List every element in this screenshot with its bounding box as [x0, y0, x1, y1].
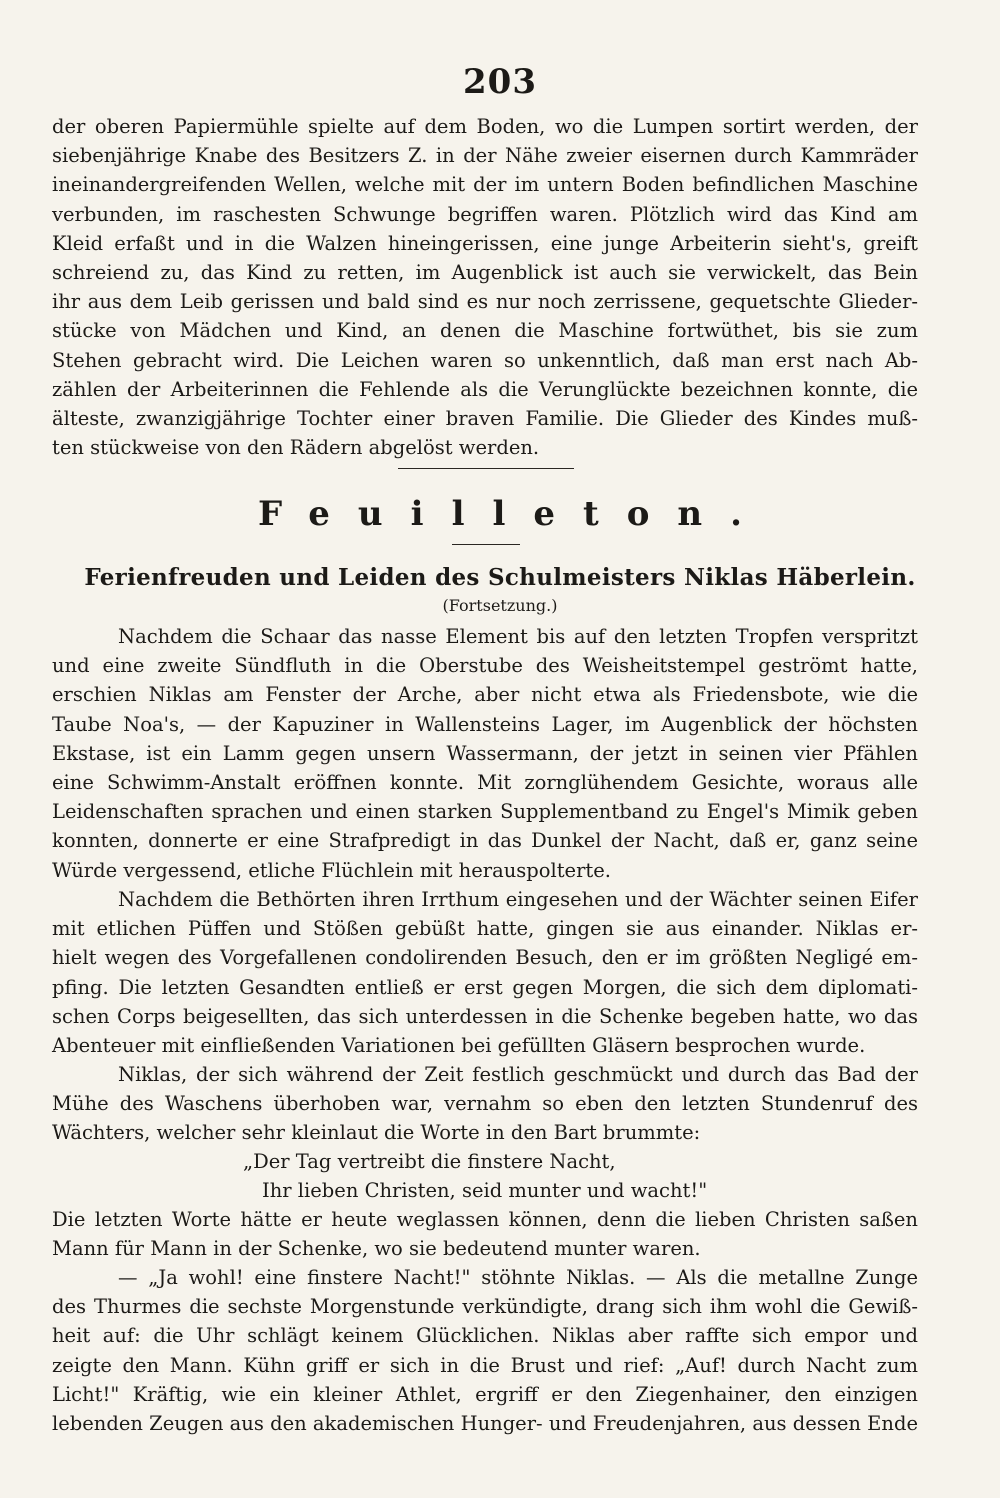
- article-paragraph: [52, 1205, 918, 1263]
- text-line: ihr aus dem Leib gerissen und bald sind es nur noch zerrissene, gequetschte Glieder-: [52, 290, 918, 314]
- text-line: hielt wegen des Vorgefallenen condolirenden Besuch, den er im größten Negligé em-: [52, 946, 918, 970]
- text-line: Leidenschaften sprachen und einen starken Supplementband zu Engel's Mimik geben: [52, 800, 918, 824]
- text-line: stücke von Mädchen und Kind, an denen die Maschine fortwüthet, bis sie zum: [52, 319, 918, 343]
- text-line: Wächters, welcher sehr kleinlaut die Worte in den Bart brummte:: [52, 1121, 701, 1145]
- text-line: Nachdem die Bethörten ihren Irrthum eingesehen und der Wächter seinen Eifer: [118, 888, 918, 911]
- page-number: 203: [463, 62, 537, 102]
- article-paragraph: [52, 1060, 918, 1148]
- text-line: konnten, donnerte er eine Strafpredigt in das Dunkel der Nacht, daß er, ganz seine: [52, 829, 918, 853]
- text-line: Würde vergessend, etliche Flüchlein mit herauspolterte.: [52, 858, 611, 882]
- text-line: Kleid erfaßt und in die Walzen hineingerissen, eine junge Arbeiterin sieht's, greift: [52, 231, 918, 255]
- text-line: Taube Noa's, — der Kapuziner in Wallensteins Lager, im Augenblick der höchsten: [52, 712, 918, 736]
- title-divider: [452, 544, 520, 545]
- text-line: eine Schwimm-Anstalt eröffnen konnte. Mit zornglühendem Gesichte, woraus alle: [52, 771, 918, 795]
- text-line: der oberen Papiermühle spielte auf dem Boden, wo die Lumpen sortirt werden, der: [52, 115, 918, 138]
- article-paragraph: [52, 1263, 918, 1438]
- text-line: Licht!" Kräftig, wie ein kleiner Athlet, ergriff er den Ziegenhainer, den einzigen: [52, 1382, 918, 1406]
- text-line: zeigte den Mann. Kühn griff er sich in die Brust und rief: „Auf! durch Nacht zum: [52, 1353, 918, 1377]
- text-line: Ekstase, ist ein Lamm gegen unsern Wassermann, der jetzt in seinen vier Pfählen: [52, 741, 918, 765]
- text-line: mit etlichen Püffen und Stößen gebüßt hatte, gingen sie aus einander. Niklas er-: [52, 917, 918, 941]
- text-line: und eine zweite Sündfluth in die Oberstube des Weisheitstempel geströmt hatte,: [52, 654, 918, 678]
- text-line: Abenteuer mit einfließenden Variationen bei gefüllten Gläsern besprochen wurde.: [52, 1034, 866, 1058]
- text-line: ineinandergreifenden Wellen, welche mit der im untern Boden befindlichen Maschine: [52, 173, 918, 197]
- text-line: schen Corps beigesellten, das sich unterdessen in die Schenke begeben hatte, wo das: [52, 1004, 918, 1028]
- text-line: — „Ja wohl! eine finstere Nacht!" stöhnte Niklas. — Als die metallne Zunge: [118, 1266, 918, 1289]
- section-divider: [398, 468, 574, 469]
- text-line: heit auf: die Uhr schlägt keinem Glücklichen. Niklas aber raffte sich empor und: [52, 1324, 918, 1348]
- report-paragraph: [52, 112, 918, 462]
- text-line: Nachdem die Schaar das nasse Element bis auf den letzten Tropfen verspritzt: [118, 625, 918, 648]
- text-line: lebenden Zeugen aus den akademischen Hunger- und Freudenjahren, aus dessen Ende: [52, 1412, 918, 1436]
- text-line: zählen der Arbeiterinnen die Fehlende als die Verunglückte bezeichnen konnte, die: [52, 377, 918, 401]
- text-line: Die letzten Worte hätte er heute weglassen können, denn die lieben Christen saßen: [52, 1208, 918, 1231]
- text-line: Stehen gebracht wird. Die Leichen waren so unkenntlich, daß man erst nach Ab-: [52, 348, 918, 372]
- article-paragraph: [52, 885, 918, 1060]
- text-line: pfing. Die letzten Gesandten entließ er erst gegen Morgen, die sich dem diplomati-: [52, 975, 918, 999]
- text-line: verbunden, im raschesten Schwunge begriffen waren. Plötzlich wird das Kind am: [52, 202, 918, 226]
- verse-line: „Der Tag vertreibt die finstere Nacht,: [243, 1150, 616, 1173]
- section-heading: Feuilleton.: [258, 494, 770, 534]
- text-line: des Thurmes die sechste Morgenstunde verkündigte, drang sich ihm wohl die Gewiß-: [52, 1295, 918, 1319]
- text-line: ten stückweise von den Rädern abgelöst werden.: [52, 436, 540, 460]
- text-line: Niklas, der sich während der Zeit festlich geschmückt und durch das Bad der: [118, 1063, 918, 1086]
- text-line: erschien Niklas am Fenster der Arche, aber nicht etwa als Friedensbote, wie die: [52, 683, 918, 707]
- text-line: Mühe des Waschens überhoben war, vernahm so eben den letzten Stundenruf des: [52, 1092, 918, 1116]
- text-line: älteste, zwanzigjährige Tochter einer braven Familie. Die Glieder des Kindes muß-: [52, 407, 918, 431]
- text-line: schreiend zu, das Kind zu retten, im Augenblick ist auch sie verwickelt, das Bein: [52, 261, 918, 285]
- article-paragraph: [52, 622, 918, 885]
- continuation-note: (Fortsetzung.): [442, 596, 558, 615]
- verse-line: Ihr lieben Christen, seid munter und wacht!": [262, 1179, 708, 1202]
- text-line: siebenjährige Knabe des Besitzers Z. in der Nähe zweier eisernen durch Kammräder: [52, 144, 918, 168]
- text-line: Mann für Mann in der Schenke, wo sie bedeutend munter waren.: [52, 1237, 701, 1261]
- article-title: Ferienfreuden und Leiden des Schulmeisters Niklas Häberlein.: [84, 564, 916, 591]
